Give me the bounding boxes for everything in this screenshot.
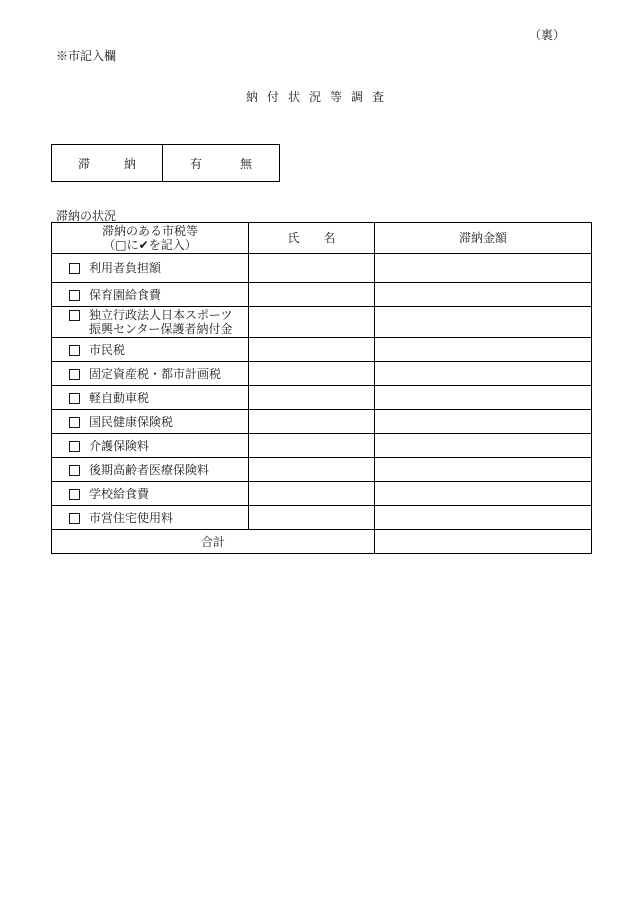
tax-item bbox=[52, 458, 249, 482]
table-row bbox=[52, 410, 592, 434]
amount-cell[interactable] bbox=[375, 283, 592, 307]
total-amount-cell[interactable] bbox=[375, 530, 592, 554]
amount-cell[interactable] bbox=[375, 458, 592, 482]
name-cell[interactable] bbox=[249, 283, 375, 307]
table-row bbox=[52, 338, 592, 362]
header-tax-item-line2: （□に✔を記入） bbox=[103, 238, 197, 252]
tax-item bbox=[52, 362, 249, 386]
name-cell[interactable] bbox=[249, 307, 375, 338]
table-row bbox=[52, 434, 592, 458]
tax-item-label: 市民税 bbox=[89, 342, 126, 357]
tax-item-label: 後期高齢者医療保険料 bbox=[89, 462, 210, 477]
name-cell[interactable] bbox=[249, 434, 375, 458]
table-header-row bbox=[52, 223, 592, 254]
arrears-table bbox=[51, 222, 592, 554]
tax-item bbox=[52, 482, 249, 506]
amount-cell[interactable] bbox=[375, 410, 592, 434]
checkbox[interactable] bbox=[69, 369, 80, 380]
tax-item bbox=[52, 410, 249, 434]
arrears-label-char-2: 納 bbox=[124, 156, 137, 171]
checkbox[interactable] bbox=[69, 513, 80, 524]
tax-item-label: 市営住宅使用料 bbox=[89, 510, 174, 525]
city-entry-note: ※市記入欄 bbox=[56, 49, 117, 63]
tax-item bbox=[52, 434, 249, 458]
tax-item-label: 軽自動車税 bbox=[89, 390, 150, 405]
amount-cell[interactable] bbox=[375, 307, 592, 338]
checkbox[interactable] bbox=[69, 417, 80, 428]
table-row bbox=[52, 362, 592, 386]
name-cell[interactable] bbox=[249, 506, 375, 530]
tax-item-label-line1: 独立行政法人日本スポーツ bbox=[89, 308, 233, 322]
checkbox[interactable] bbox=[69, 393, 80, 404]
header-amount: 滞納金額 bbox=[375, 223, 592, 254]
tax-item-label: 国民健康保険税 bbox=[89, 414, 174, 429]
name-cell[interactable] bbox=[249, 254, 375, 283]
name-cell[interactable] bbox=[249, 410, 375, 434]
page-title: 納付状況等調査 bbox=[245, 90, 393, 104]
arrears-label-char-1: 滞 bbox=[77, 156, 90, 171]
amount-cell[interactable] bbox=[375, 338, 592, 362]
name-cell[interactable] bbox=[249, 458, 375, 482]
arrears-status-label bbox=[52, 145, 163, 181]
total-label: 合計 bbox=[52, 530, 375, 554]
tax-item bbox=[52, 506, 249, 530]
arrears-status-box bbox=[51, 144, 280, 182]
amount-cell[interactable] bbox=[375, 254, 592, 283]
checkbox[interactable] bbox=[69, 290, 80, 301]
tax-item bbox=[52, 307, 249, 338]
name-cell[interactable] bbox=[249, 362, 375, 386]
amount-cell[interactable] bbox=[375, 506, 592, 530]
checkbox[interactable] bbox=[69, 310, 80, 321]
amount-cell[interactable] bbox=[375, 482, 592, 506]
tax-item-label: 利用者負担額 bbox=[89, 261, 162, 275]
tax-item bbox=[52, 338, 249, 362]
amount-cell[interactable] bbox=[375, 386, 592, 410]
checkbox[interactable] bbox=[69, 489, 80, 500]
name-cell[interactable] bbox=[249, 386, 375, 410]
amount-cell[interactable] bbox=[375, 434, 592, 458]
table-row bbox=[52, 386, 592, 410]
tax-item bbox=[52, 283, 249, 307]
tax-item-label: 介護保険料 bbox=[89, 438, 150, 453]
arrears-status-options bbox=[163, 145, 279, 181]
table-row bbox=[52, 506, 592, 530]
tax-item bbox=[52, 386, 249, 410]
tax-item-label: 保育園給食費 bbox=[89, 287, 162, 302]
table-row bbox=[52, 307, 592, 338]
option-no[interactable]: 無 bbox=[240, 156, 253, 171]
header-tax-item-line1: 滞納のある市税等 bbox=[101, 224, 198, 238]
name-cell[interactable] bbox=[249, 482, 375, 506]
tax-item-label: 固定資産税・都市計画税 bbox=[89, 366, 222, 381]
table-row bbox=[52, 482, 592, 506]
tax-item-label: 学校給食費 bbox=[89, 486, 150, 501]
checkbox[interactable] bbox=[69, 441, 80, 452]
checkbox[interactable] bbox=[69, 345, 80, 356]
table-row bbox=[52, 283, 592, 307]
section-label: 滞納の状況 bbox=[56, 209, 117, 223]
checkbox[interactable] bbox=[69, 263, 80, 274]
name-cell[interactable] bbox=[249, 338, 375, 362]
tax-item-label-line2: 振興センター保護者納付金 bbox=[89, 322, 233, 336]
page-side-label: （裏） bbox=[529, 28, 566, 42]
table-row bbox=[52, 254, 592, 283]
header-tax-item bbox=[52, 223, 249, 254]
tax-item bbox=[52, 254, 249, 283]
amount-cell[interactable] bbox=[375, 362, 592, 386]
option-yes[interactable]: 有 bbox=[189, 156, 202, 171]
total-row bbox=[52, 530, 592, 554]
table-row bbox=[52, 458, 592, 482]
header-name: 氏 名 bbox=[249, 223, 375, 254]
checkbox[interactable] bbox=[69, 465, 80, 476]
